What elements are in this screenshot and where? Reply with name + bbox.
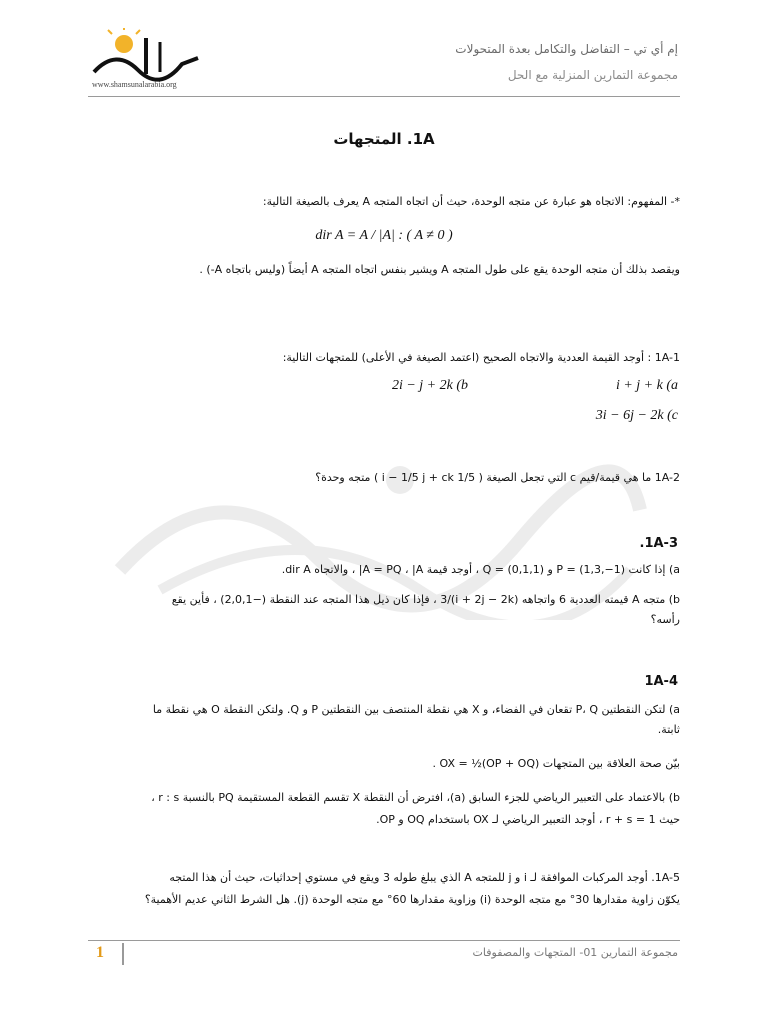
page-number-bar bbox=[122, 943, 124, 965]
q1-part-a: i + j + k (a bbox=[615, 378, 678, 393]
q1-text: 1A-1 : أوجد القيمة العددية والاتجاه الصحيح (اعتمد الصيغة في الأعلى) للمتجهات التالية: bbox=[282, 351, 680, 364]
q4-part-b-line-1: b) بالاعتماد على التعبير الرياضي للجزء السابق (a)، افترض أن النقطة X تقسم القطعة المستقيمة PQ بالنسبة r : s ، bbox=[151, 791, 680, 804]
footer-divider bbox=[88, 940, 680, 941]
watermark-logo bbox=[100, 420, 660, 620]
q3-part-b-line-1: b) متجه A قيمته العددية 6 واتجاهه (i + 2j − 2k)/3 ، فإذا كان ذيل هذا المتجه عند النقطة (−2,0,1) ، فأين يقع bbox=[171, 593, 680, 606]
section-title: 1A. المتجهات bbox=[333, 130, 435, 148]
footer-text: مجموعة التمارين 01- المتجهات والمصفوفات bbox=[472, 946, 678, 959]
q1-part-b: 2i − j + 2k (b bbox=[391, 378, 468, 393]
concept-line-1: *- المفهوم: الاتجاه هو عبارة عن متجه الوحدة، حيث أن اتجاه المتجه A يعرف بالصيغة التالية: bbox=[262, 195, 680, 208]
q3-part-b-line-2: رأسه؟ bbox=[650, 613, 680, 626]
q3-heading: 1A-3. bbox=[639, 536, 678, 551]
q4-part-b-line-2: حيث r + s = 1 ، أوجد التعبير الرياضي لـ OX باستخدام OQ و OP. bbox=[376, 813, 680, 826]
q1-part-c: 3i − 6j − 2k (c bbox=[595, 408, 678, 423]
header-title: إم أي تي – التفاضل والتكامل بعدة المتحولات bbox=[455, 42, 678, 56]
page-number: 1 bbox=[96, 944, 104, 961]
q3-part-a: a) إذا كانت P = (1,3,−1) و Q = (0,1,1) ، أوجد قيمة A = PQ ، |A| ، والاتجاه dir A. bbox=[281, 563, 680, 576]
concept-line-2: ويقصد بذلك أن متجه الوحدة يقع على طول المتجه A ويشير بنفس اتجاه المتجه A أيضاً (وليس باتجاه A-) . bbox=[199, 263, 680, 276]
header-divider bbox=[88, 96, 680, 97]
q5-line-2: يكوّن زاوية مقدارها 30° مع متجه الوحدة (i) وزاوية مقدارها 60° مع متجه الوحدة (j). هل الشرط الثاني عديم الأهمية؟ bbox=[144, 893, 680, 906]
logo-url: www.shamsunalarabia.org bbox=[92, 80, 177, 89]
q2-text: 1A-2 ما هي قيمة/قيم c التي تجعل الصيغة ( 1/5 i − 1/5 j + ck ) متجه وحدة؟ bbox=[315, 471, 680, 484]
q5-line-1: 1A-5. أوجد المركبات الموافقة لـ i و j للمتجه A الذي يبلغ طوله 3 ويقع في مستوي إحداثيات، حيث أن هذا المتجه bbox=[169, 871, 680, 884]
q4-part-a-line-1: a) لتكن النقطتين P، Q تقعان في الفضاء، و X هي نقطة المنتصف بين النقطتين P و Q. ولتكن النقطة O هي نقطة ما bbox=[152, 703, 680, 716]
concept-formula: dir A = A / |A| : ( A ≠ 0 ) bbox=[315, 228, 453, 243]
q4-part-a-line-2: ثابتة. bbox=[657, 723, 680, 736]
q4-part-a-line-3: بيّن صحة العلاقة بين المتجهات OX = ½(OP + OQ) . bbox=[432, 757, 680, 770]
header-subtitle: مجموعة التمارين المنزلية مع الحل bbox=[507, 68, 678, 82]
q4-heading: 1A-4 bbox=[644, 674, 678, 689]
